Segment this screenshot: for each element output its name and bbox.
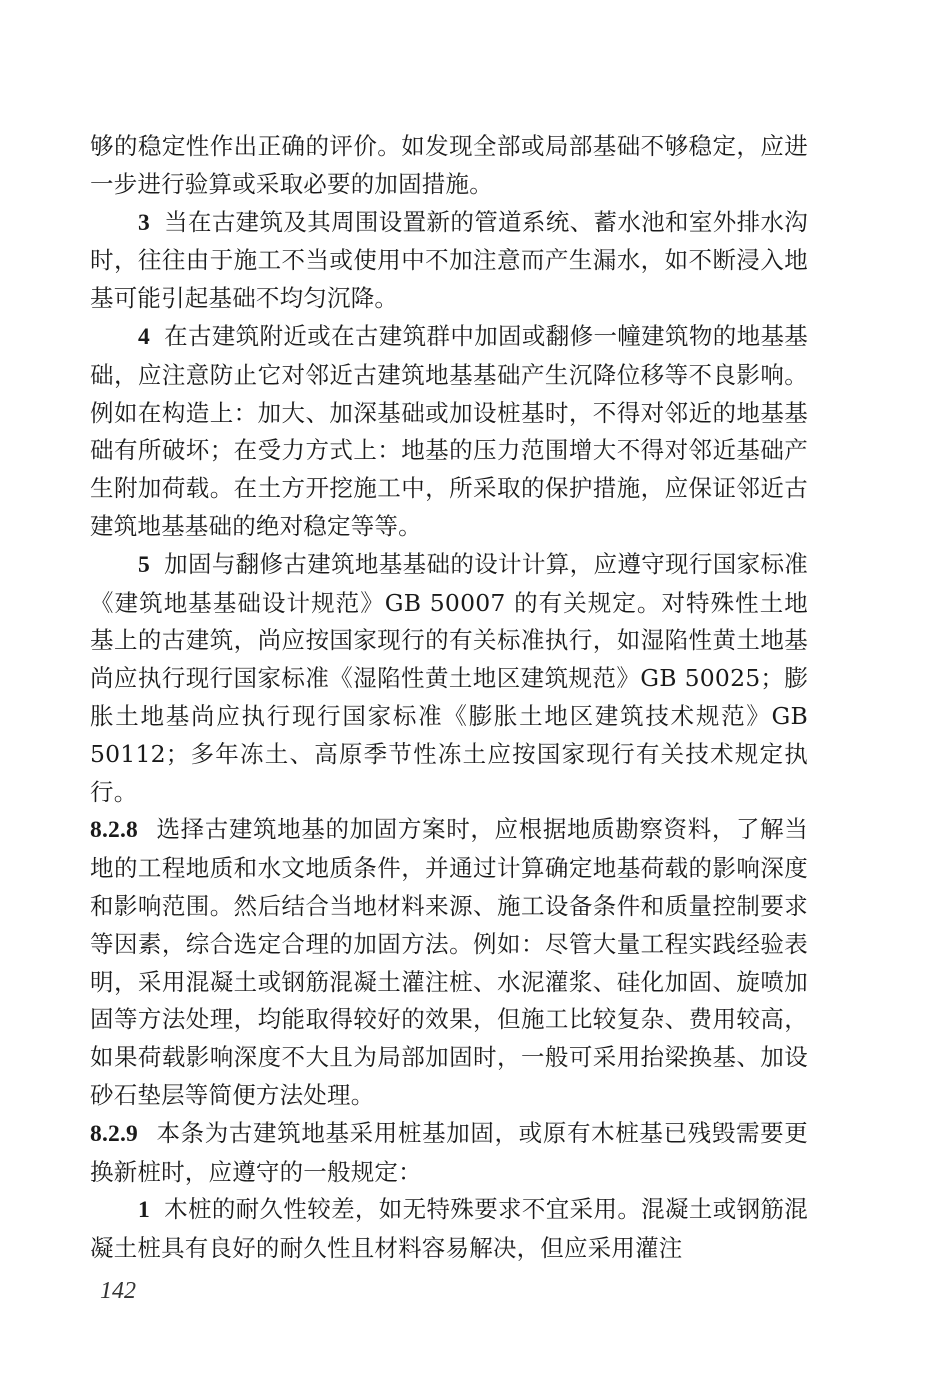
- clause-number: 8.2.8: [90, 817, 138, 844]
- list-item-3: [90, 204, 808, 318]
- page-number: 142: [100, 1278, 136, 1304]
- clause-text: 本条为古建筑地基采用桩基加固，或原有木桩基已残毁需要更换新桩时，应遵守的一般规定：: [90, 1118, 808, 1186]
- paragraph-continuation: [90, 128, 808, 204]
- paragraph-text: 够的稳定性作出正确的评价。如发现全部或局部基础不够稳定，应进一步进行验算或采取必要的加固措施。: [90, 132, 808, 198]
- item-text: 在古建筑附近或在古建筑群中加固或翻修一幢建筑物的地基基础，应注意防止它对邻近古建筑地基基础产生沉降位移等不良影响。例如在构造上：加大、加深基础或加设桩基时，不得对邻近的地基基础有所破坏；在受力方式上：地基的压力范围增大不得对邻近基础产生附加荷载。在土方开挖施工中，所采取的保护措施，应保证邻近古建筑地基基础的绝对稳定等等。: [90, 321, 808, 540]
- item-number: 3: [138, 209, 150, 236]
- item-text: 当在古建筑及其周围设置新的管道系统、蓄水池和室外排水沟时，往往由于施工不当或使用中不加注意而产生漏水，如不断浸入地基可能引起基础不均匀沉降。: [90, 207, 808, 313]
- item-number: 5: [138, 551, 150, 578]
- list-item-5: [90, 546, 808, 812]
- item-number: 1: [138, 1197, 150, 1224]
- list-item-1: [90, 1191, 808, 1268]
- item-text: 加固与翻修古建筑地基基础的设计计算，应遵守现行国家标准《建筑地基基础设计规范》GB 50007 的有关规定。对特殊性土地基上的古建筑，尚应按国家现行的有关标准执行，如湿陷性黄土地基尚应执行现行国家标准《湿陷性黄土地区建筑规范》GB 50025；膨胀土地基尚应执行现行国家标准《膨胀土地区建筑技术规范》GB 50112；多年冻土、高原季节性冻土应按国家现行有关技术规定执行。: [90, 549, 808, 806]
- clause-8-2-8: [90, 811, 808, 1114]
- item-number: 4: [138, 323, 150, 350]
- document-body: [90, 128, 808, 1268]
- clause-8-2-9: [90, 1115, 808, 1192]
- item-text: 木桩的耐久性较差，如无特殊要求不宜采用。混凝土或钢筋混凝土桩具有良好的耐久性且材料容易解决，但应采用灌注: [90, 1195, 808, 1263]
- clause-text: 选择古建筑地基的加固方案时，应根据地质勘察资料，了解当地的工程地质和水文地质条件，并通过计算确定地基荷载的影响深度和影响范围。然后结合当地材料来源、施工设备条件和质量控制要求等因素，综合选定合理的加固方法。例如：尽管大量工程实践经验表明，采用混凝土或钢筋混凝土灌注桩、水泥灌浆、硅化加固、旋喷加固等方法处理，均能取得较好的效果，但施工比较复杂、费用较高，如果荷载影响深度不大且为局部加固时，一般可采用抬梁换基、加设砂石垫层等简便方法处理。: [90, 815, 808, 1109]
- clause-number: 8.2.9: [90, 1120, 138, 1147]
- list-item-4: [90, 318, 808, 546]
